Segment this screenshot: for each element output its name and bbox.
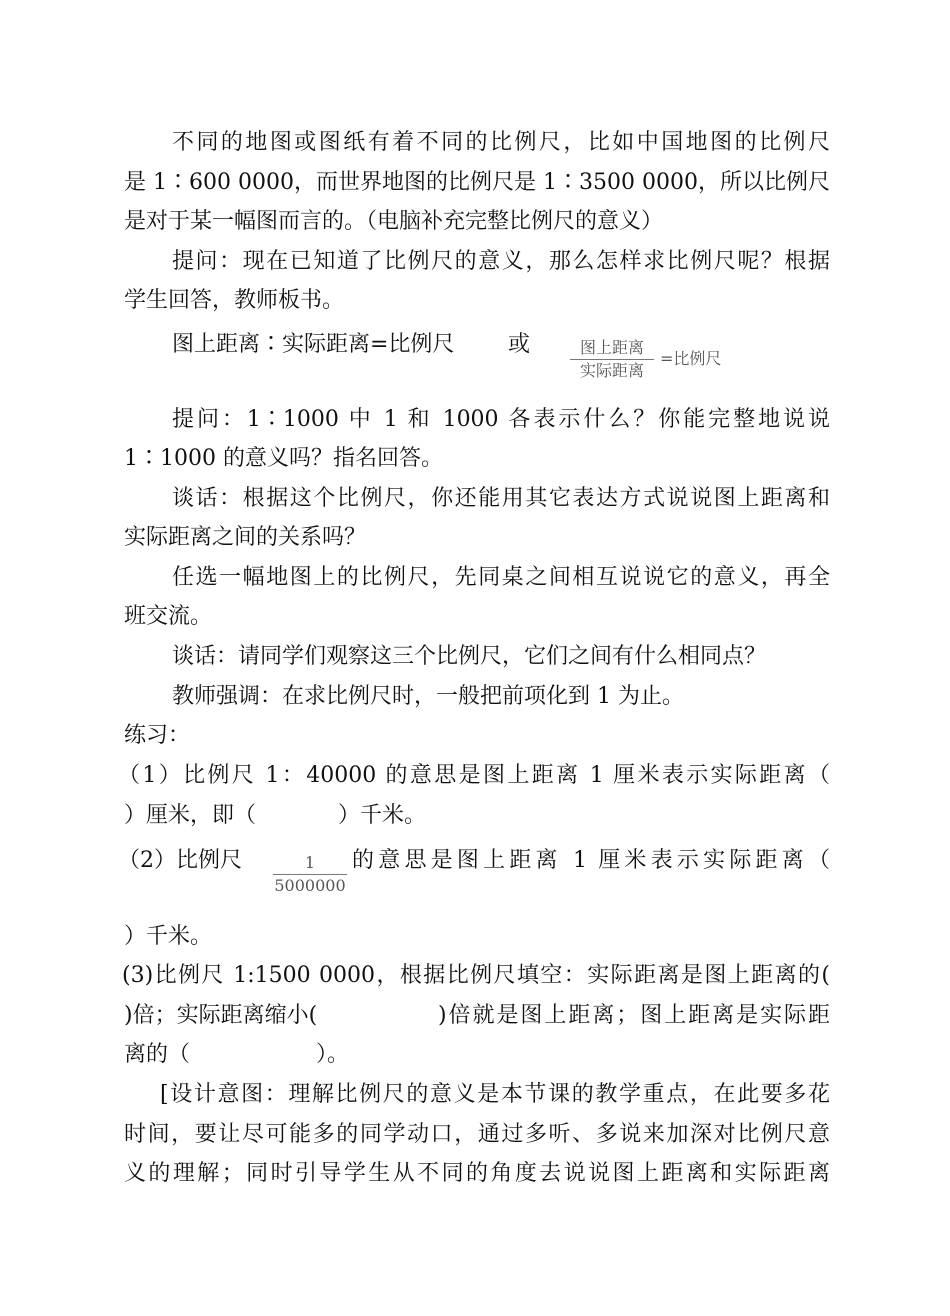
formula-fraction: [570, 338, 654, 381]
exercise-3-line-2a: )倍；实际距离缩小(: [124, 1003, 318, 1028]
fraction-denominator: 实际距离: [579, 361, 644, 380]
fraction-bar: [570, 359, 654, 360]
exercise-2-fraction: [273, 853, 347, 896]
exercise-3-line-1: (3)比例尺 1:1500 0000，根据比例尺填空：实际距离是图上距离的(: [122, 963, 830, 988]
task-line-2: 班交流。: [124, 604, 213, 629]
exercise-3-line-2b: )倍就是图上距离；图上距离是实际距: [438, 1003, 830, 1028]
question-2-line-2: 1∶1000 的意义吗？指名回答。: [124, 446, 443, 471]
paragraph-1-line-1: 不同的地图或图纸有着不同的比例尺，比如中国地图的比例尺: [172, 130, 830, 155]
exercise-2-fraction-bar: [273, 874, 347, 875]
design-intent-line-2: 时间，要让尽可能多的同学动口，通过多听、多说来加深对比例尺意: [124, 1122, 830, 1147]
formula-equals-scale: =比例尺: [660, 349, 722, 368]
talk-2: 谈话：请同学们观察这三个比例尺，它们之间有什么相同点？: [172, 644, 767, 669]
formula-or: 或: [508, 332, 531, 357]
design-intent-line-3: 义的理解；同时引导学生从不同的角度去说说图上距离和实际距离: [124, 1161, 830, 1186]
exercise-1-line-1: （1）比例尺 1：40000 的意思是图上距离 1 厘米表示实际距离（: [118, 763, 830, 788]
talk-1-line-2: 实际距离之间的关系吗？: [124, 525, 367, 550]
teacher-emphasis: 教师强调：在求比例尺时，一般把前项化到 1 为止。: [172, 684, 684, 709]
question-1-line-1: 提问：现在已知道了比例尺的意义，那么怎样求比例尺呢？根据: [172, 249, 830, 274]
exercise-2-prefix: （2）比例尺: [118, 848, 242, 873]
exercise-2-numerator: 1: [304, 853, 316, 872]
exercise-1-line-2b: ）千米。: [338, 803, 427, 828]
paragraph-1-line-2: 是 1∶600 0000，而世界地图的比例尺是 1∶3500 0000，所以比例尺: [124, 170, 830, 195]
exercise-1-line-2a: ）厘米，即（: [124, 803, 257, 828]
exercise-2-suffix: 的意思是图上距离 1 厘米表示实际距离（: [352, 848, 830, 873]
paragraph-1-line-3: 是对于某一幅图而言的。（电脑补充完整比例尺的意义）: [124, 209, 664, 234]
task-line-1: 任选一幅地图上的比例尺，先同桌之间相互说说它的意义，再全: [172, 565, 830, 590]
talk-1-line-1: 谈话：根据这个比例尺，你还能用其它表达方式说说图上距离和: [172, 486, 830, 511]
question-2-line-1: 提问：1∶1000 中 1 和 1000 各表示什么？你能完整地说说: [172, 407, 830, 432]
exercise-2-denominator: 5000000: [274, 876, 346, 895]
formula-text: 图上距离∶实际距离=比例尺: [172, 332, 455, 357]
exercise-3-line-3a: 离的（: [124, 1042, 191, 1067]
exercise-2-line-2: ）千米。: [124, 924, 213, 949]
fraction-numerator: 图上距离: [579, 338, 644, 357]
exercise-heading: 练习：: [124, 723, 191, 748]
design-intent-line-1: [设计意图：理解比例尺的意义是本节课的教学重点，在此要多花: [160, 1082, 830, 1107]
question-1-line-2: 学生回答，教师板书。: [124, 288, 345, 313]
exercise-3-line-3b: ）。: [316, 1042, 350, 1067]
